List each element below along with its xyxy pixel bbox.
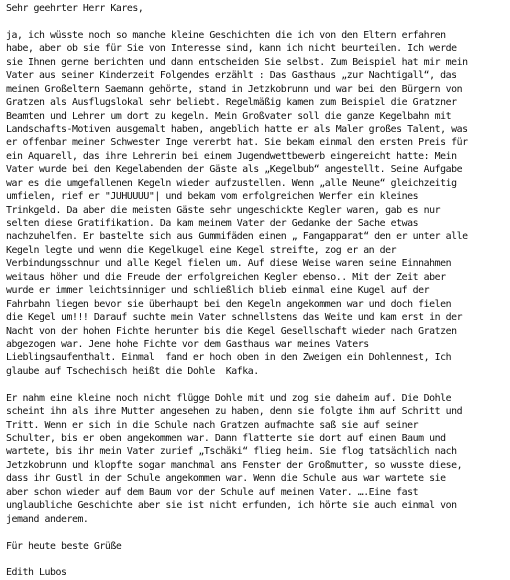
salutation: Sehr geehrter Herr Kares,	[6, 3, 144, 14]
paragraph-1-line: meinen Großeltern Saemann gehörte, stand in Jetzkobrunn und war bei den Bürgern von	[6, 83, 463, 95]
paragraph-1-line: er offenbar meiner Schwester Inge vererbt hat. Sie bekam einmal den ersten Preis für	[6, 137, 468, 149]
paragraph-gap	[6, 553, 506, 566]
paragraph-2-line: unglaubliche Geschichte aber sie ist nicht erfunden, ich hörte sie auch einmal von	[6, 500, 457, 512]
paragraph-1-line: Beamten und Lehrer um dort zu kegeln. Mein Großvater soll die ganze Kegelbahn mit	[6, 110, 452, 122]
paragraph-2-line: wartete, bis ihr mein Vater zurief „Tschäki“ flieg heim. Sie flog tatsächlich nach	[6, 446, 457, 458]
paragraph-1-line: Nacht von der hohen Fichte herunter bis die Kegel Gesellschaft wieder nach Gratzen	[6, 325, 457, 337]
letter-document	[6, 2, 506, 580]
paragraph-1-line: sie Ihnen gerne berichten und dann entscheiden Sie selbst. Zum Beispiel hat mir mein	[6, 56, 468, 68]
paragraph-1-line: Lieblingsaufenthalt. Einmal fand er hoch oben in den Zweigen ein Dohlennest, Ich	[6, 352, 452, 364]
paragraph-1-line: weitaus höher und die Freude der erfolgreichen Kegler ebenso.. Mit der Zeit aber	[6, 271, 446, 283]
paragraph-1-line: Vater wurde bei den Kegelabenden der Gäste als „Kegelbub“ angestellt. Seine Aufgabe	[6, 164, 463, 176]
closing: Für heute beste Grüße	[6, 540, 122, 552]
paragraph-2-line: aber schon wieder auf dem Baum vor der Schule auf meinen Vater. ….Eine fast	[6, 486, 419, 498]
paragraph-2-line: Tritt. Wenn er sich in die Schule nach Gratzen aufmachte saß sie auf seiner	[6, 419, 419, 431]
paragraph-1-line: Trinkgeld. Da aber die meisten Gäste sehr ungeschickte Kegler waren, gab es nur	[6, 204, 441, 216]
paragraph-2-line: Jetzkobrunn und klopfte sogar manchmal ans Fenster der Großmutter, so wusste diese,	[6, 459, 463, 471]
paragraph-1-line: ja, ich wüsste noch so manche kleine Geschichten die ich von den Eltern erfahren	[6, 29, 446, 41]
paragraph-1-line: glaube auf Tschechisch heißt die Dohle Kafka.	[6, 365, 259, 377]
paragraph-2-line: jemand anderem.	[6, 513, 89, 525]
paragraph-gap	[6, 378, 506, 391]
paragraph-1-line: Fahrbahn liegen bevor sie überhaupt bei den Kegeln angekommen war und doch fielen	[6, 298, 452, 310]
paragraph-1-line: Verbindungsschnur und alle Kegel fielen um. Auf diese Weise waren seine Einnahmen	[6, 258, 452, 270]
paragraph-1-line: Kegeln legte und wenn die Kegelkugel eine Kegel streifte, zog er an der	[6, 244, 397, 256]
paragraph-1-line: Landschafts-Motiven ausgemalt haben, angeblich hatte er als Maler großes Talent, was	[6, 123, 468, 135]
paragraph-1-line: Gratzen als Ausflugslokal sehr beliebt. Regelmäßig kamen zum Beispiel die Gratzner	[6, 97, 457, 109]
paragraph-1-line: abgezogen war. Jene hohe Fichte vor dem Gasthaus war meines Vaters	[6, 338, 369, 350]
paragraph-1-line: selten diese Gratifikation. Da kam meinem Vater der Gedanke der Sache etwas	[6, 218, 419, 229]
paragraph-1-line: ein Aquarell, das ihre Lehrerin bei einem Jugendwettbewerb eingereicht hatte: Mein	[6, 150, 457, 162]
paragraph-1-line: habe, aber ob sie für Sie von Interesse sind, kann ich nicht beurteilen. Ich werde	[6, 43, 457, 55]
paragraph-2	[6, 392, 506, 526]
paragraph-2-line: Er nahm eine kleine noch nicht flügge Dohle mit und zog sie daheim auf. Die Dohle	[6, 392, 452, 404]
paragraph-gap	[6, 15, 506, 28]
paragraph-1-line: wurde er immer leichtsinniger und schließlich blieb einmal eine Kugel auf der	[6, 285, 430, 297]
paragraph-1-line: war es die umgefallenen Kegeln wieder aufzustellen. Wenn „alle Neune“ gleichzeitig	[6, 177, 457, 189]
paragraph-1-line: Vater aus seiner Kinderzeit Folgendes erzählt : Das Gasthaus „zur Nachtigall“, das	[6, 70, 457, 82]
paragraph-1-line: umfielen, rief er "JUHUUUU"| und bekam vom erfolgreichen Werfer ein kleines	[6, 191, 419, 203]
paragraph-1	[6, 29, 506, 378]
signature: Edith Lubos	[6, 567, 67, 579]
paragraph-gap	[6, 526, 506, 539]
paragraph-2-line: Schulter, bis er oben angekommen war. Dann flatterte sie dort auf einen Baum und	[6, 433, 446, 444]
paragraph-1-line: nachzuhelfen. Er bastelte sich aus Gummifäden einen „ Fangapparat“ den er unter alle	[6, 231, 468, 243]
paragraph-2-line: dass ihr Gustl in der Schule angekommen war. Wenn die Schule aus war wartete sie	[6, 473, 446, 485]
paragraph-1-line: die Kegel um!!! Darauf suchte mein Vater schnellstens das Weite und kam erst in der	[6, 312, 463, 324]
paragraph-2-line: scheint ihn als ihre Mutter angesehen zu haben, denn sie folgte ihm auf Schritt und	[6, 406, 463, 418]
